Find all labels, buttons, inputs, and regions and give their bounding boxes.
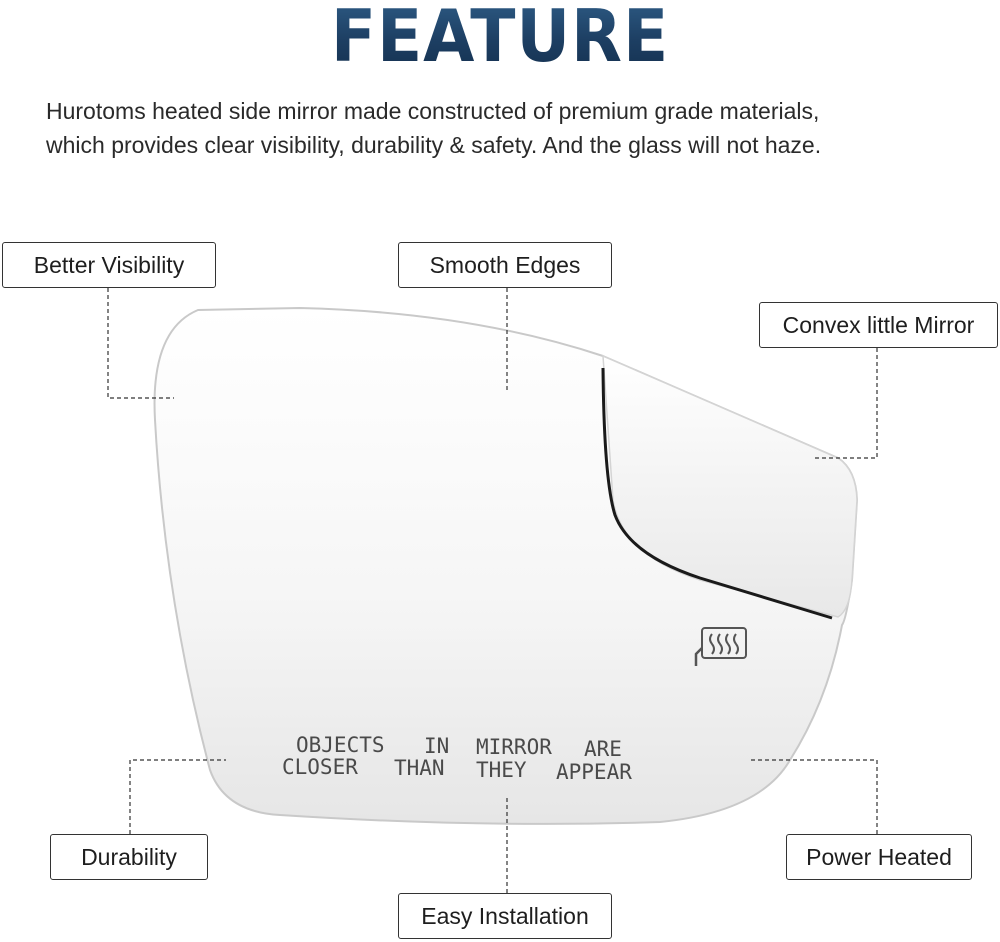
- warning-word: THAN: [394, 756, 445, 780]
- description-line-2: which provides clear visibility, durability & safety. And the glass will not haze.: [46, 132, 822, 158]
- callout-easy-installation: Easy Installation: [398, 893, 612, 939]
- callout-durability: Durability: [50, 834, 208, 880]
- callout-better-visibility: Better Visibility: [2, 242, 216, 288]
- description-line-1: Hurotoms heated side mirror made constructed of premium grade materials,: [46, 98, 820, 124]
- page-title: FEATURE: [40, 0, 960, 76]
- warning-word: APPEAR: [556, 760, 632, 784]
- callout-convex-mirror: Convex little Mirror: [759, 302, 998, 348]
- warning-word: IN: [424, 734, 450, 758]
- callout-power-heated: Power Heated: [786, 834, 972, 880]
- warning-word: ARE: [584, 737, 622, 761]
- leader-convex-mirror: [812, 348, 877, 458]
- warning-word: CLOSER: [282, 755, 358, 779]
- warning-word: THEY: [476, 758, 527, 782]
- callout-smooth-edges: Smooth Edges: [398, 242, 612, 288]
- warning-word: OBJECTS: [296, 733, 385, 757]
- warning-word: MIRROR: [476, 735, 552, 759]
